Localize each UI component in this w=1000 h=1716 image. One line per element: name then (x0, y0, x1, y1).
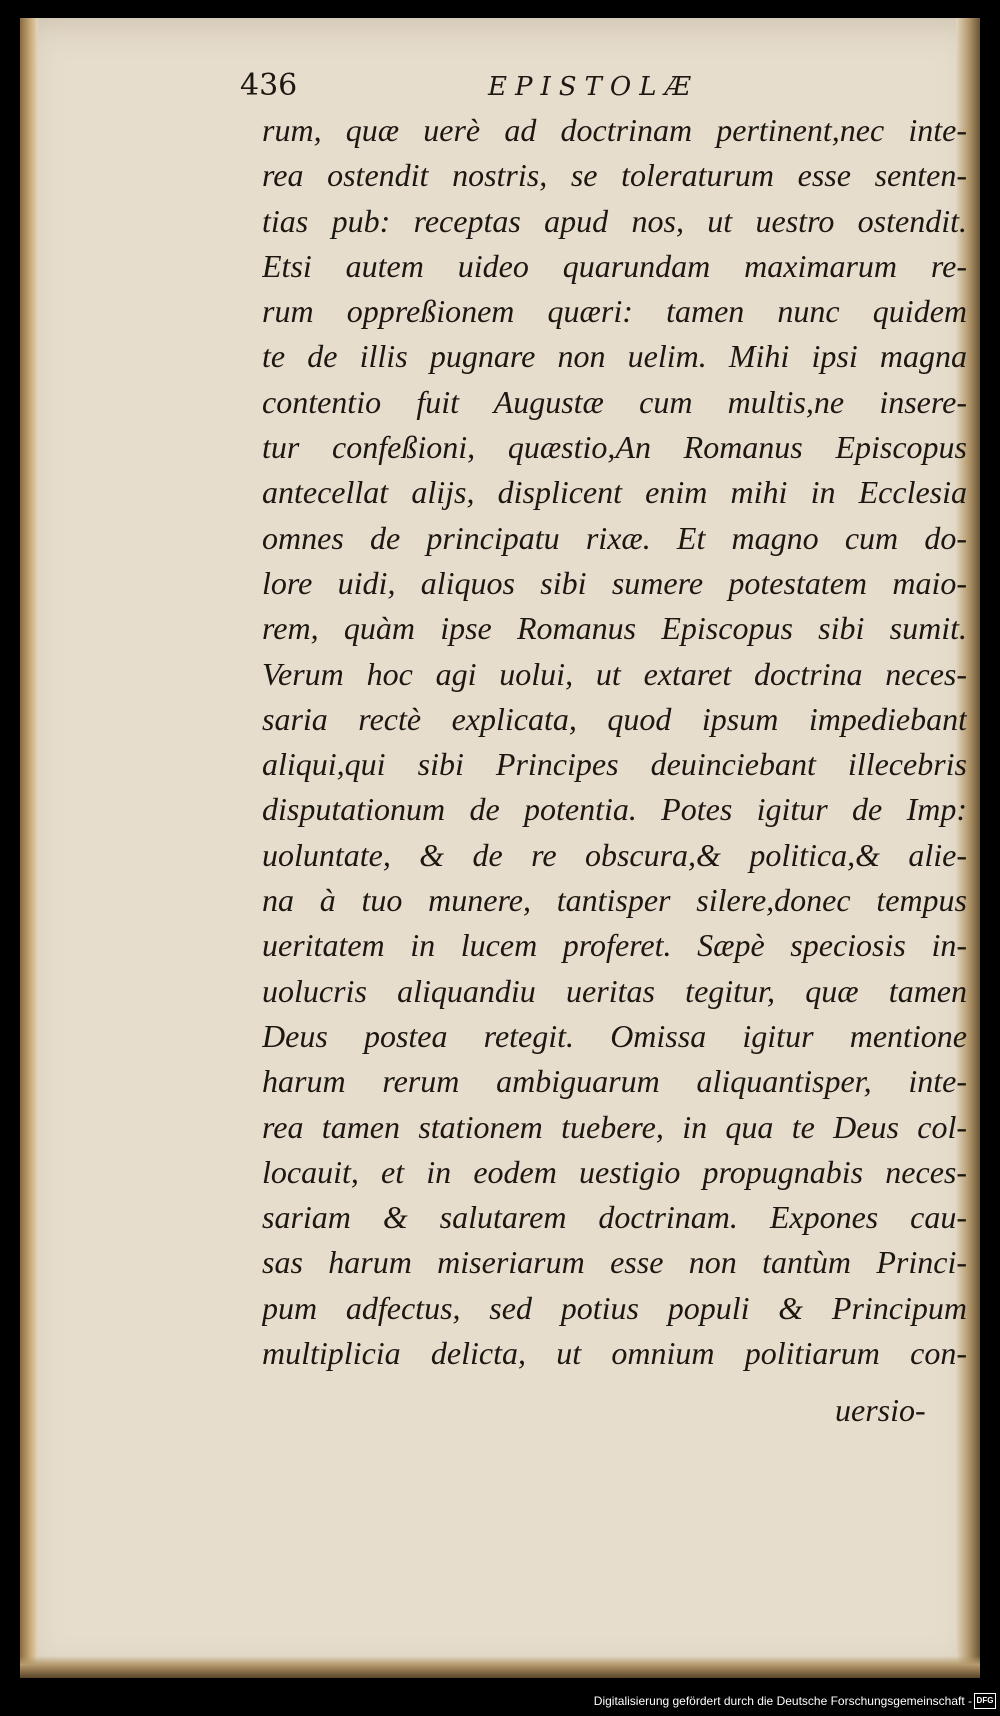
funding-credit: Digitalisierung gefördert durch die Deutsche Forschungsgemeinschaft - (593, 1694, 972, 1708)
catchword: uersio- (835, 1392, 926, 1428)
text-line: rea tamen stationem tuebere, in qua te Deus col- (262, 1108, 967, 1145)
text-line: harum rerum ambiguarum aliquantisper, inte- (262, 1063, 967, 1100)
text-line: ueritatem in lucem proferet. Sæpè speciosis in- (262, 927, 967, 964)
text-line: Verum hoc agi uolui, ut extaret doctrina neces- (262, 655, 967, 692)
text-line: omnes de principatu rixæ. Et magno cum do- (262, 519, 967, 556)
text-line: locauit, et in eodem uestigio propugnabis neces- (262, 1153, 967, 1190)
running-head: EPISTOLÆ (488, 72, 699, 102)
text-line: pum adfectus, sed potius populi & Principum (262, 1289, 967, 1326)
text-line: rum, quæ uerè ad doctrinam pertinent,nec inte- (262, 112, 967, 148)
page-left-edge (20, 18, 38, 1678)
text-line: rea ostendit nostris, se toleraturum esse senten- (262, 157, 967, 194)
text-line: sariam & salutarem doctrinam. Expones cau- (262, 1199, 967, 1236)
page-bottom-edge (20, 1656, 980, 1678)
text-line: rem, quàm ipse Romanus Episcopus sibi sumit. (262, 610, 967, 647)
text-line: uoluntate, & de re obscura,& politica,& alie- (262, 836, 967, 873)
dfg-logo-icon: DFG (974, 1693, 996, 1709)
text-line: lore uidi, aliquos sibi sumere potestatem maio- (262, 564, 967, 601)
text-line: sas harum miseriarum esse non tantùm Princi- (262, 1244, 967, 1281)
text-line: Deus postea retegit. Omissa igitur mentione (262, 1017, 967, 1054)
text-line: rum oppreßionem quæri: tamen nunc quidem (262, 293, 967, 330)
page-number: 436 (240, 68, 298, 103)
text-line: tias pub: receptas apud nos, ut uestro ostendit. (262, 202, 967, 239)
page-header (240, 68, 940, 108)
text-line: saria rectè explicata, quod ipsum impediebant (262, 700, 967, 737)
text-line: multiplicia delicta, ut omnium politiarum con- (262, 1335, 967, 1372)
footer-bar (0, 1688, 1000, 1716)
text-line: Etsi autem uideo quarundam maximarum re- (262, 247, 967, 284)
text-line: na à tuo munere, tantisper silere,donec tempus (262, 882, 967, 919)
text-line: disputationum de potentia. Potes igitur de Imp: (262, 791, 967, 828)
text-line: tur confeßioni, quæstio,An Romanus Episcopus (262, 429, 967, 466)
text-line: antecellat alijs, displicent enim mihi in Ecclesia (262, 474, 967, 511)
text-block (262, 108, 967, 1376)
text-line: aliqui,qui sibi Principes deuinciebant illecebris (262, 746, 967, 783)
text-line: uolucris aliquandiu ueritas tegitur, quæ tamen (262, 972, 967, 1009)
text-line: contentio fuit Augustæ cum multis,ne insere- (262, 383, 967, 420)
text-line: te de illis pugnare non uelim. Mihi ipsi magna (262, 338, 967, 375)
